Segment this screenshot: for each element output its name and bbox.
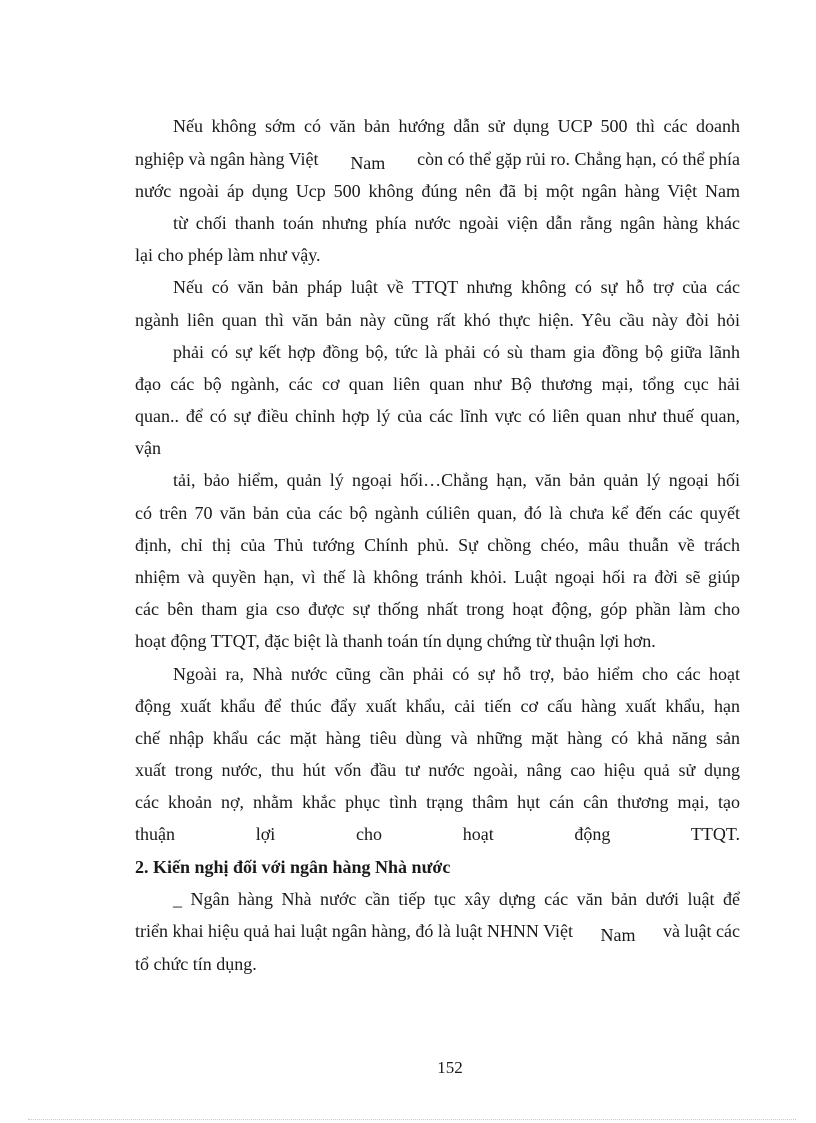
p3-line-3: định, chỉ thị của Thủ tướng Chính phủ. Sự chồng chéo, mâu thuẫn về trách — [135, 535, 740, 555]
p5-line-1: _ Ngân hàng Nhà nước cần tiếp tục xây dựng các văn bản dưới luật để — [173, 889, 740, 909]
p1-line-2-end: còn có thể gặp rủi ro. Chẳng hạn, có thể phía — [417, 149, 740, 169]
p4-line-3: chế nhập khẩu các mặt hàng tiêu dùng và những mặt hàng có khả năng sản — [135, 728, 740, 748]
footer-divider — [28, 1119, 796, 1120]
p3-line-2: có trên 70 văn bản của các bộ ngành cúliên quan, đó là chưa kể đến các quyết — [135, 503, 740, 523]
p5-line-2-sub: Nam — [600, 925, 636, 945]
p2-line-3: phải có sự kết hợp đồng bộ, tức là phải có sù tham gia đồng bộ giữa lãnh — [173, 342, 740, 362]
page-number: 152 — [437, 1058, 463, 1077]
p1-line-2 — [135, 148, 740, 173]
p4-line-4: xuất trong nước, thu hút vốn đầu tư nước ngoài, nâng cao hiệu quả sử dụng — [135, 760, 740, 780]
section-heading: 2. Kiến nghị đối với ngân hàng Nhà nước — [135, 857, 451, 877]
p1-line-4: từ chối thanh toán nhưng phía nước ngoài viện dẫn rằng ngân hàng khác — [173, 213, 740, 233]
p4-line-5: các khoản nợ, nhằm khắc phục tình trạng thâm hụt cán cân thương mại, tạo — [135, 792, 740, 812]
p4-line-6: thuận lợi cho hoạt động TTQT. — [135, 824, 740, 844]
p5-line-2-start: triển khai hiệu quả hai luật ngân hàng, đó là luật NHNN Việt — [135, 921, 573, 941]
p2-line-2: ngành liên quan thì văn bản này cũng rất khó thực hiện. Yêu cầu này đòi hỏi — [135, 310, 740, 330]
p2-line-1: Nếu có văn bản pháp luật về TTQT nhưng không có sự hỗ trợ của các — [173, 277, 740, 297]
p1-line-3: nước ngoài áp dụng Ucp 500 không đúng nên đã bị một ngân hàng Việt Nam — [135, 181, 740, 201]
p5-line-2-end: và luật các — [663, 921, 740, 941]
p2-line-4: đạo các bộ ngành, các cơ quan liên quan như Bộ thương mại, tổng cục hải — [135, 374, 740, 394]
p2-line-6: vận — [135, 438, 161, 458]
p3-line-4: nhiệm và quyền hạn, vì thế là không tránh khỏi. Luật ngoại hối ra đời sẽ giúp — [135, 567, 740, 587]
p1-line-5: lại cho phép làm như vậy. — [135, 245, 321, 265]
p1-line-2-start: nghiệp và ngân hàng Việt — [135, 149, 319, 169]
p5-line-2 — [135, 920, 740, 945]
p1-line-1: Nếu không sớm có văn bản hướng dẫn sử dụng UCP 500 thì các doanh — [173, 116, 740, 136]
p5-line-3: tổ chức tín dụng. — [135, 954, 257, 974]
p3-line-1: tải, bảo hiểm, quản lý ngoại hối…Chẳng hạn, văn bản quản lý ngoại hối — [173, 470, 740, 490]
p3-line-5: các bên tham gia cso được sự thống nhất trong hoạt động, góp phần làm cho — [135, 599, 740, 619]
p3-line-6: hoạt động TTQT, đặc biệt là thanh toán tín dụng chứng từ thuận lợi hơn. — [135, 631, 656, 651]
p1-line-2-sub: Nam — [350, 153, 386, 173]
p2-line-5: quan.. để có sự điều chỉnh hợp lý của các lĩnh vực có liên quan như thuế quan, — [135, 406, 740, 426]
p4-line-2: động xuất khẩu để thúc đẩy xuất khẩu, cải tiến cơ cấu hàng xuất khẩu, hạn — [135, 696, 740, 716]
p4-line-1: Ngoài ra, Nhà nước cũng cần phải có sự hỗ trợ, bảo hiểm cho các hoạt — [173, 664, 740, 684]
